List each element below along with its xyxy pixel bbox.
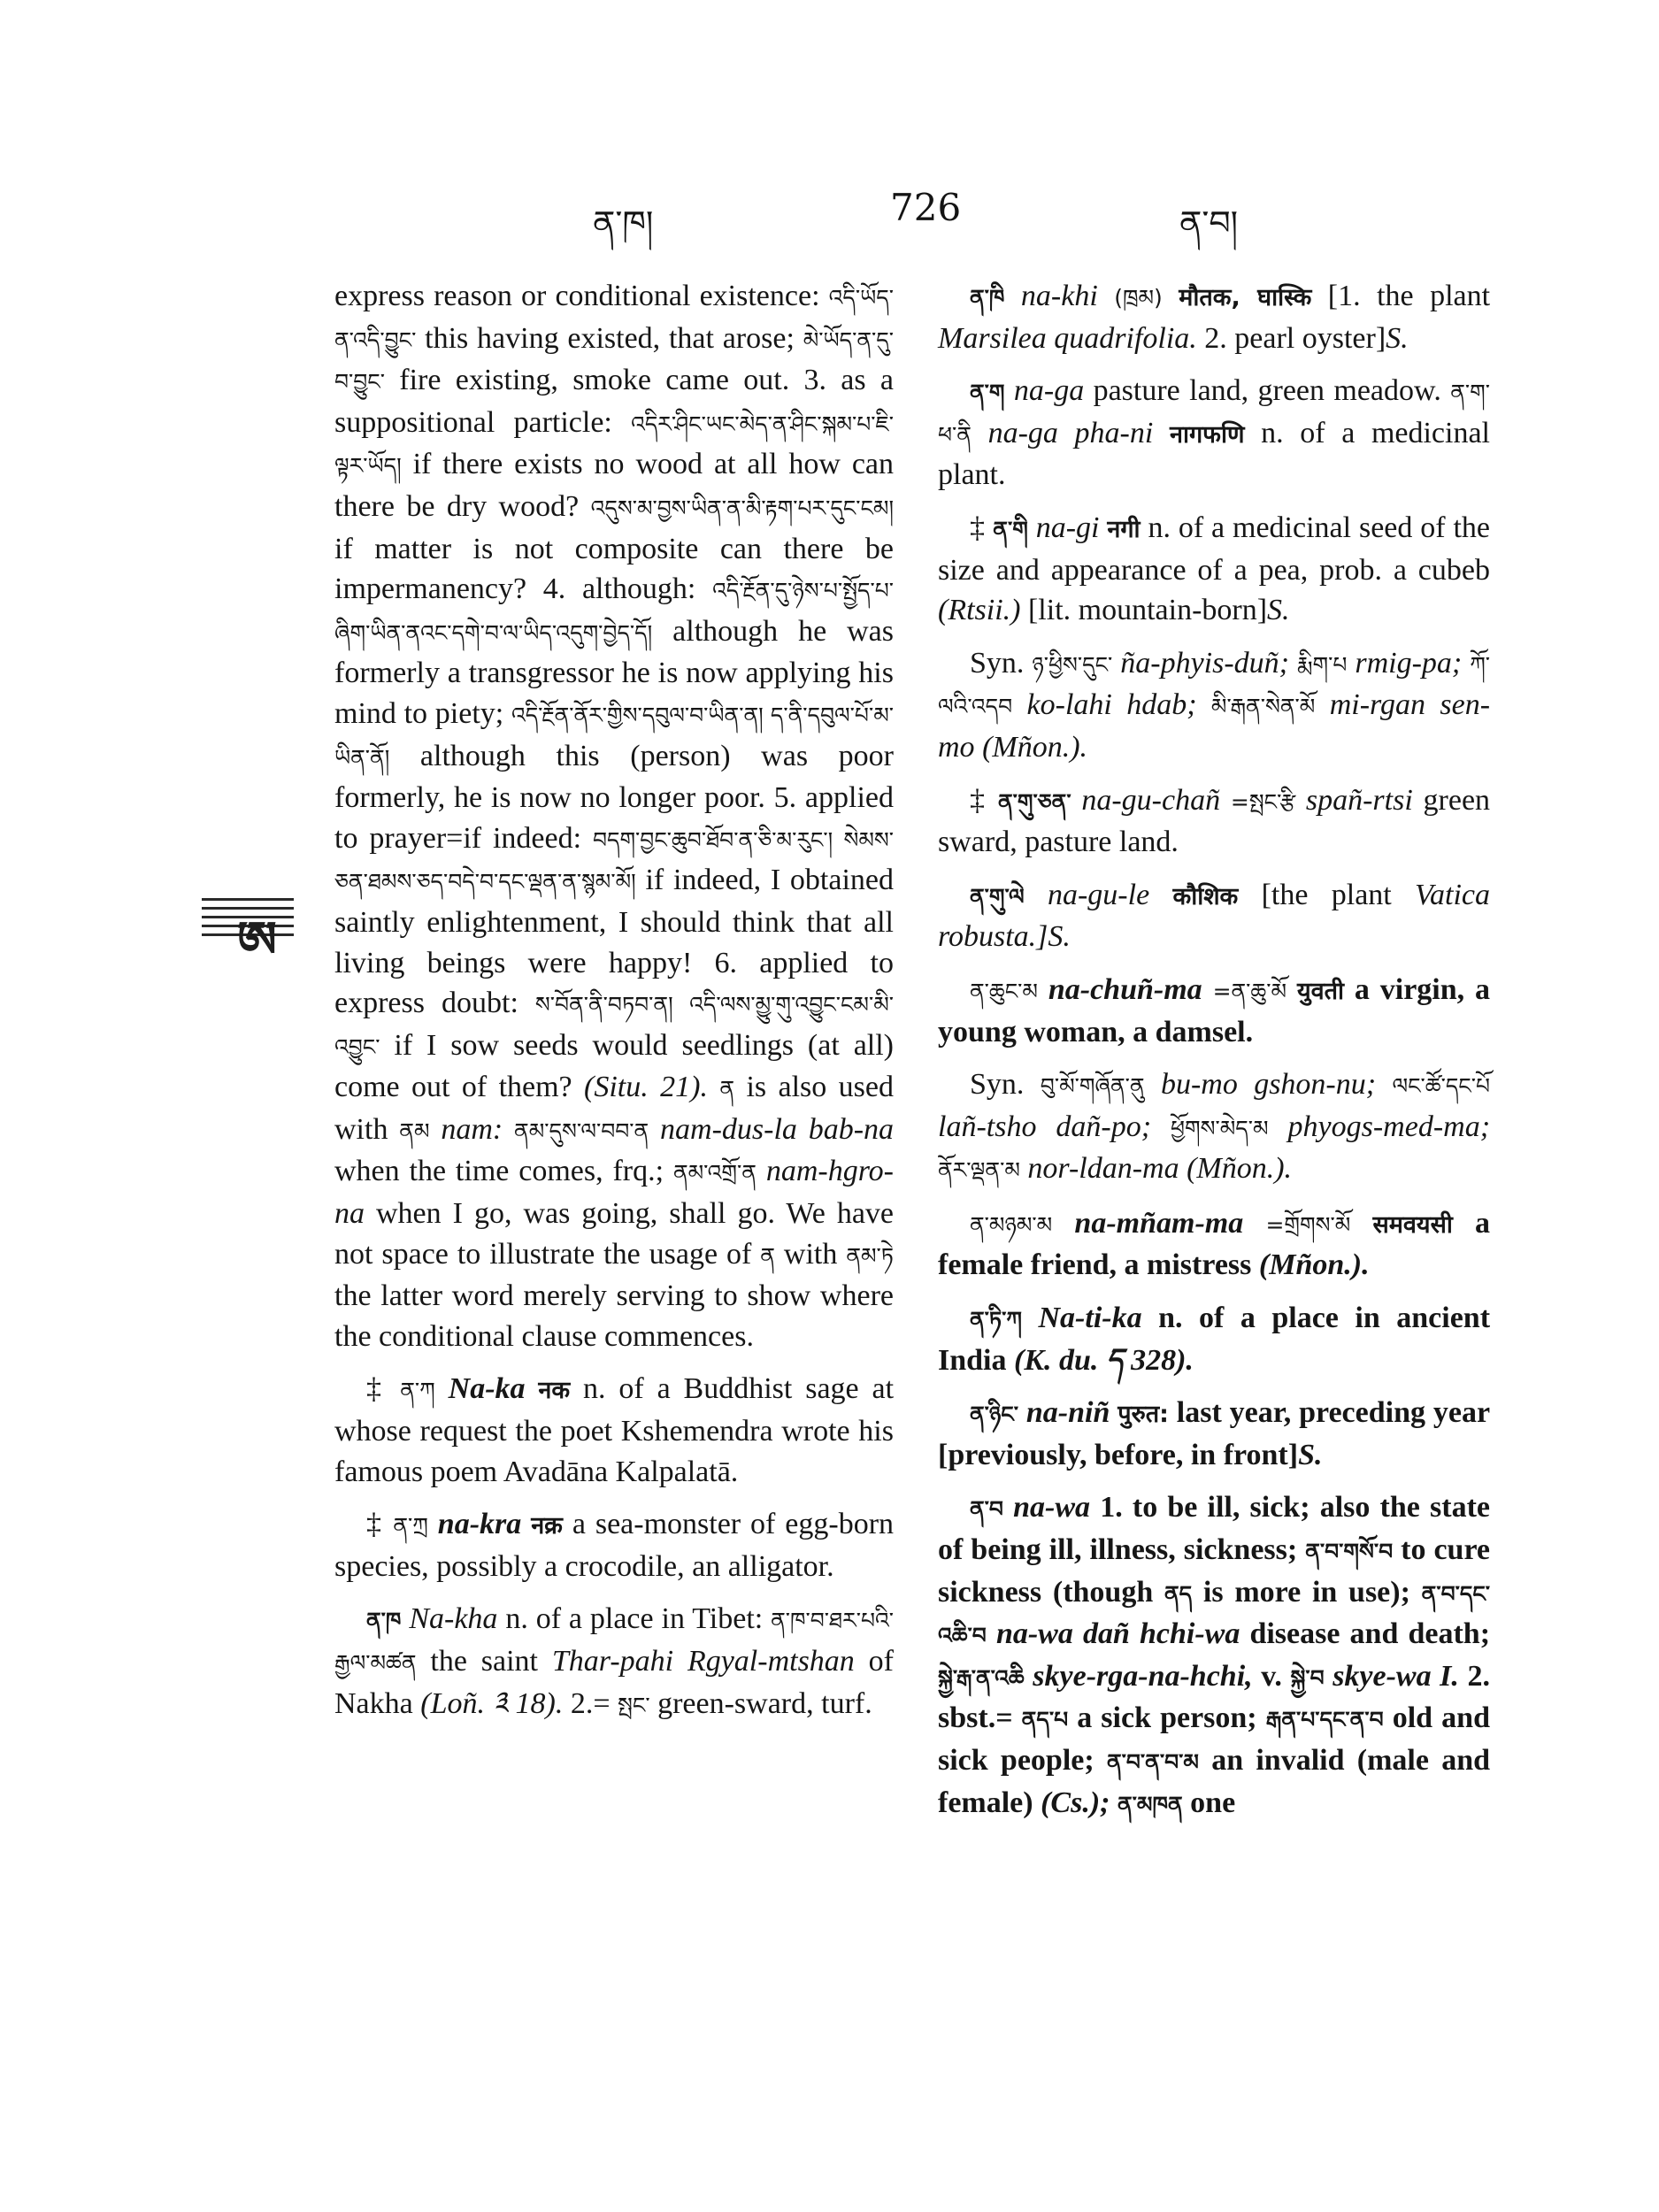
entry-na-chun-ma: ན་ཆུང་མ na-chuñ-ma =ན་ཆུ་མོ युवती a virgin, a young woman, a damsel. [938, 972, 1491, 1048]
page-number: 726 [890, 186, 962, 229]
entry-na-nin: ན་ཉིང་ na-niñ पुरुत: last year, preceding year [previously, before, in front]S. [938, 1396, 1491, 1471]
entry-na-kra: ‡ ན་ཀྲ na-kra नक्र a sea-monster of egg-born species, possibly a crocodile, an alligator. [334, 1508, 895, 1583]
entry-na-gi: ‡ ན་གི na-gi नगी n. of a medicinal seed of the size and appearance of a pea, prob. a cubeb (Rtsii.) [lit. mountain-born]S. [938, 511, 1491, 627]
entry-na-khi: ན་ཁི na-khi (ཁྲམ) मौतक, घास्कि [1. the plant Marsilea quadrifolia. 2. pearl oyster]S. [938, 280, 1491, 355]
right-column [938, 276, 1490, 1837]
running-header [0, 186, 1659, 242]
header-right-word: ན་བ། [1179, 204, 1239, 242]
entry-na-ka: ‡ ན་ཀ Na-ka नक n. of a Buddhist sage at whose request the poet Kshemendra wrote his famous poem Avadāna Kalpalatā. [334, 1372, 895, 1488]
synonyms-na-chun-ma: Syn. བུ་མོ་གཞོན་ནུ bu-mo gshon-nu; ལང་ཚོ་དང་པོ lañ-tsho dañ-po; ཕྱོགས་མེད་མ phyogs-med-ma; ནོར་ལྡན་མ nor-ldan-ma (Mñon.). [938, 1068, 1491, 1186]
entry-na-ga: ན་ག na-ga pasture land, green meadow. ན་ག་ཕ་ནི na-ga pha-ni नागफणि n. of a medicinal plant. [938, 374, 1491, 492]
synonyms-na-gi: Syn. ཉ་ཕྱིས་དུང་ ña-phyis-duñ; རྨིག་པ rmig-pa; ཀོ་ལའི་འདབ ko-lahi hdab; མི་རྒན་སེན་མོ mi-rgan sen-mo (Mñon.). [938, 646, 1491, 764]
entry-na-ti-ka: ན་ཏི་ཀ Na-ti-ka n. of a place in ancient India (K. du. ད 328). [938, 1302, 1491, 1377]
margin-mark-glyph: ཨ [237, 911, 277, 969]
margin-mark-icon [202, 889, 294, 969]
entry-na-gu-le: ན་གུ་ལེ na-gu-le कौशिक [the plant Vatica robusta.]S. [938, 878, 1491, 954]
header-left-word: ན་ཁ། [593, 204, 654, 242]
entry-na-wa: ན་བ na-wa 1. to be ill, sick; also the state of being ill, illness, sickness; ན་བ་གསོ་བ to cure sickness (though ནད is more in use); ན་བ་དང་འཆི་བ na-wa dañ hchi-wa disease and death; སྐྱེ་རྒ་ན་འཆི skye-rga-na-hchi, v. སྐྱེ་བ skye-wa I. 2. sbst.= ནད་པ a sick person; རྒན་པ་དང་ན་བ old and sick people; ན་བ་ན་བ་མ an invalid (male and female) (Cs.); ན་མཁན one [938, 1491, 1491, 1819]
entry-na-gu-chan: ‡ ན་གུ་ཅན་ na-gu-chañ =སྤང་རྩི spañ-rtsi green sward, pasture land. [938, 783, 1491, 859]
entry-na-mnam-ma: ན་མཉམ་མ na-mñam-ma =གྲོགས་མོ समवयसी a female friend, a mistress (Mñon.). [938, 1206, 1491, 1282]
entry-na-kha: ན་ཁ Na-kha n. of a place in Tibet: ན་ཁ་བ་ཐར་པའི་རྒྱལ་མཚན the saint Thar-pahi Rgyal-mtshan of Nakha (Loñ. ༣ 18). 2.= སྤང་ green-sward, turf. [334, 1602, 895, 1720]
entry-na-continued: express reason or conditional existence: འདི་ཡོད་ན་འདི་བྱུང་ this having existed, that arose; མེ་ཡོད་ན་དུ་བ་བྱུང་ fire existing, smoke came out. 3. as a suppositional particle: འདིར་ཤིང་ཡང་མེད་ན་ཤིང་སྐམ་པ་ཇི་ལྟར་ཡོད། if there exists no wood at all how can there be dry wood? འདུས་མ་བྱས་ཡིན་ན་མི་རྟག་པར་དུང་ངམ། if matter is not composite can there be impermanency? 4. although: འདི་རྔོན་དུ་ཉེས་པ་སྤྱོད་པ་ཞིག་ཡིན་ནའང་དགེ་བ་ལ་ཡིད་འདུག་བྱེད་དོ། although he was formerly a transgressor he is now applying his mind to piety; འདི་རྔོན་ནོར་གྱིས་དབུལ་བ་ཡིན་ན། ད་ནི་དབུལ་པོ་མ་ཡིན་ནོ། although this (person) was poor formerly, he is now no longer poor. 5. applied to prayer=if indeed: བདག་བྱང་ཆུབ་ཐོབ་ན་ཅི་མ་རུང་། སེམས་ཅན་ཐམས་ཅད་བདེ་བ་དང་ལྡན་ན་སྙམ་མོ། if indeed, I obtained saintly enlightenment, I should think that all living beings were happy! 6. applied to express doubt: ས་བོན་ནི་བཏབ་ན། འདི་ལས་མྱུ་གུ་འབྱུང་ངམ་མི་འབྱུང་ if I sow seeds would seedlings (at all) come out of them? (Situ. 21). ན is also used with ནམ nam: ནམ་དུས་ལ་བབ་ན nam-dus-la bab-na when the time comes, frq.; ནམ་འགྲོ་ན nam-hgro-na when I go, was going, shall go. We have not space to illustrate the usage of ན with ནམ་ཏེ the latter word merely serving to show where the conditional clause commences. [334, 280, 895, 1353]
left-column [334, 276, 894, 1738]
